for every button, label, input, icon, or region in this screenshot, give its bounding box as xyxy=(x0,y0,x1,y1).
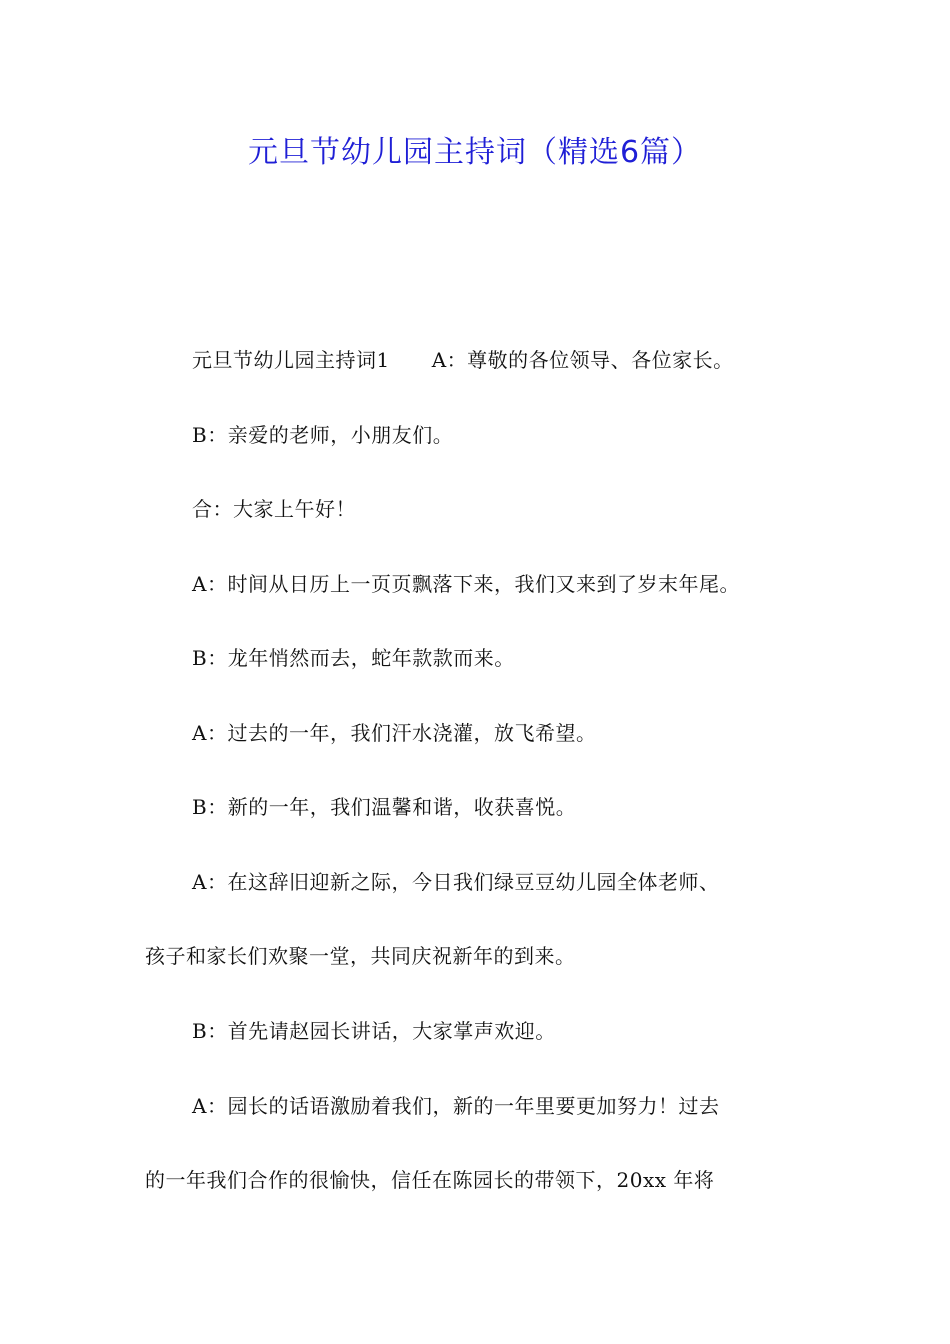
paragraph-line-6: A：过去的一年，我们汗水浇灌，放飞希望。 xyxy=(192,721,597,745)
paragraph-line-11: A：园长的话语激励着我们，新的一年里要更加努力！过去 xyxy=(192,1094,720,1118)
paragraph-line-1 xyxy=(192,345,872,375)
paragraph-line-2: B：亲爱的老师，小朋友们。 xyxy=(192,423,454,447)
paragraph-line-5: B：龙年悄然而去，蛇年款款而来。 xyxy=(192,646,515,670)
paragraph-text: A：尊敬的各位领导、各位家长。 xyxy=(431,348,734,372)
paragraph-line-4: A：时间从日历上一页页飘落下来，我们又来到了岁末年尾。 xyxy=(192,572,740,596)
paragraph-line-8: A：在这辞旧迎新之际，今日我们绿豆豆幼儿园全体老师、 xyxy=(192,870,720,894)
section-heading: 元旦节幼儿园主持词1 xyxy=(192,348,390,372)
paragraph-line-10: B：首先请赵园长讲话，大家掌声欢迎。 xyxy=(192,1019,556,1043)
paragraph-line-12: 的一年我们合作的很愉快，信任在陈园长的带领下，20xx 年将 xyxy=(145,1168,715,1192)
document-title: 元旦节幼儿园主持词（精选6篇） xyxy=(247,135,703,170)
paragraph-line-3: 合：大家上午好！ xyxy=(192,497,356,521)
paragraph-line-9: 孩子和家长们欢聚一堂，共同庆祝新年的到来。 xyxy=(145,944,576,968)
paragraph-line-7: B：新的一年，我们温馨和谐，收获喜悦。 xyxy=(192,795,577,819)
